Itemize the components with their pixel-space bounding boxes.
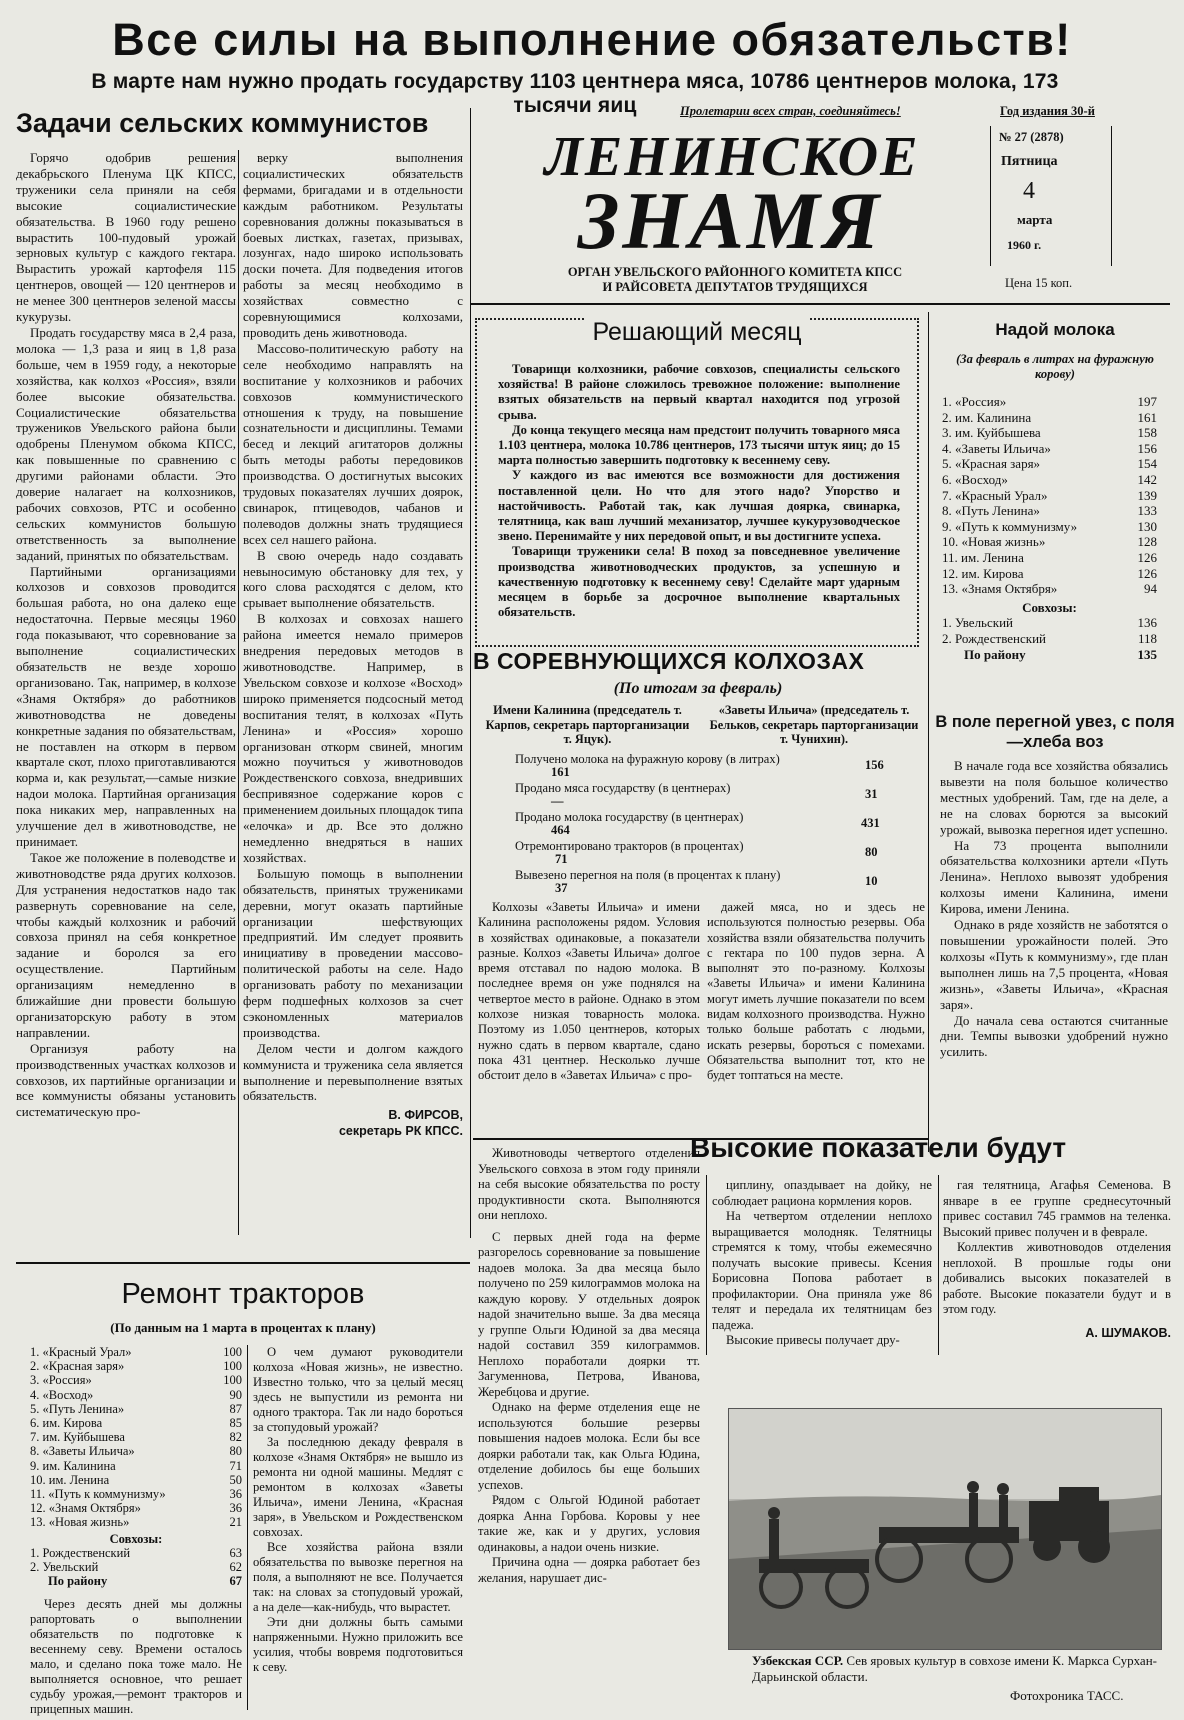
milk-row	[942, 394, 1157, 410]
competing-row-label: Вывезено перегноя на поля (в процентах к плану)	[515, 868, 781, 882]
humus-paragraph: На 73 процента выполнили обязательства колхозники артели «Путь Ленина». Неплохо вывозят удобрения колхозы имени Калинина, имени Кирова, имени Ленина.	[940, 837, 1168, 917]
masthead-slogan: Пролетарии всех стран, соединяйтесь!	[680, 104, 901, 118]
column-divider	[928, 312, 929, 1152]
decisive-body	[498, 362, 900, 620]
tractors-total-value: 67	[229, 1574, 242, 1589]
competing-right-head: «Заветы Ильича» (председатель т. Бельков, секретарь парторганизации т. Чунихин).	[709, 703, 919, 746]
decisive-paragraph: Товарищи колхозники, рабочие совхозов, специалисты сельского хозяйства! В районе сложилось тревожное положение: выполнение взятых обязательств на первый квартал находится под угрозой срыва.	[498, 362, 900, 422]
competing-paragraph: дажей мяса, но и здесь не используются полностью резервы. Оба хозяйства взяли обязательства получить с гектара по 100 пудов зерна. А выполнят это по-разному. Колхозы «Заветы Ильича» и имени Калинина могут иметь лучшие показатели по всем видам колхозного производства. Нужно только больше работать с людьми, искать резервы, бороться с помехами. Обязательства выполнит тот, кто не будет топтаться на месте.	[707, 900, 925, 1083]
tractors-total-label: По району	[48, 1574, 108, 1589]
milk-table	[942, 394, 1157, 662]
humus-paragraph: В начале года все хозяйства обязались вывезти на поля большое количество местных удобрений. Там, где на деле, а не на словах борются за высокий урожай, вывозка перегноя идет успешно.	[940, 758, 1168, 837]
competing-right-value: 80	[865, 845, 878, 859]
milk-row	[942, 456, 1157, 472]
milk-row	[942, 441, 1157, 457]
milk-farm: 4. «Заветы Ильича»	[942, 440, 1051, 456]
decisive-title-text: Решающий месяц	[584, 318, 809, 346]
column-divider	[470, 108, 471, 1238]
milk-value: 126	[1137, 565, 1157, 581]
tractors-paragraph: О чем думают руководители колхоза «Новая жизнь», не известно. Известно только, что за целый месяц здесь не выпустили из ремонта ни одного трактора. Так ли надо бороться за стопудовый урожай?	[253, 1345, 463, 1434]
high-paragraph: Причина одна — доярка работает без желания, нарушает дис-	[478, 1555, 700, 1585]
tractors-row	[30, 1373, 242, 1387]
tasks-col2	[243, 150, 463, 1140]
tasks-paragraph: Делом чести и долгом каждого коммуниста и труженика села является выполнение и перевыполнение взятых обязательств.	[243, 1040, 463, 1104]
tractors-sovkhoz-header: Совхозы:	[109, 1531, 163, 1546]
high-paragraph: Животноводы четвертого отделения Увельского совхоза в этом году приняли на себя высокие обязательства по росту продуктивности скота. Выполняются они неплохо.	[478, 1146, 700, 1222]
tasks-signature-role: секретарь РК КПСС.	[338, 1124, 463, 1139]
tractors-value: 82	[229, 1430, 242, 1445]
section-rule	[16, 1262, 470, 1264]
tractors-value: 62	[229, 1560, 242, 1575]
tractors-farm: 7. им. Куйбышева	[30, 1430, 125, 1445]
high-col2	[712, 1178, 932, 1349]
tasks-paragraph: Партийными организациями колхозов и совхозов проводится большая работа, но она далеко еще недостаточна. Первые месяцы 1960 года показывают, что соревнование за выполнение социалистических обязательств не везде хорошо организовано. Так, например, в колхозе «Знамя Октября» до работников животноводства не доведены конкретные задания по обязательствам, не поставлен на откорм в первом квартале скот, плохо приготавливаются корма и, как результат,—самые низкие надои молока. Партийная организация пока никаких мер, направленных на улучшение дел в животноводстве, не принимает.	[16, 563, 236, 849]
tractors-farm: 5. «Путь Ленина»	[30, 1401, 125, 1416]
masthead-organ2: И РАЙСОВЕТА ДЕПУТАТОВ ТРУДЯЩИХСЯ	[602, 280, 868, 294]
tasks-paragraph: верку выполнения социалистических обязательств фермами, бригадами и в отдельности каждым работником. Результаты соревнования должны показываться в боевых листках, газетах, призывах, лозунгах, надо широко использовать доски почета. Для подведения итогов работы за месяц необходимо в хозяйствах совместно с соревнующимися колхозами, проводить день животновода.	[243, 150, 463, 340]
competing-paragraph: Колхозы «Заветы Ильича» и имени Калинина расположены рядом. Условия в хозяйствах одинаковые, а показатели разные. Колхоз «Заветы Ильича» долгое время отставал по надою молока. В последнее время он уже поднялся на четвертое место в районе. Однако в этом колхозе низкая товарность молока. Поэтому из 1.050 центнеров, которых нужно сдать в первом квартале, сдано пока 431 центнер. Несколько лучше обстоит дело в «Заветах Ильича» с про-	[478, 900, 700, 1083]
high-title: Высокие показатели будут	[690, 1132, 1067, 1163]
milk-row	[942, 503, 1157, 519]
tractors-paragraph: Эти дни должны быть самыми напряженными. Нужно приложить все усилия, чтобы вовремя подготовиться к севу.	[253, 1615, 463, 1674]
tractors-farm: 4. «Восход»	[30, 1387, 94, 1402]
competing-title: В СОРЕВНУЮЩИХСЯ КОЛХОЗАХ	[473, 648, 865, 674]
masthead-date-box	[990, 126, 1112, 266]
tasks-paragraph: Массово-политическую работу на селе необходимо направлять на воспитание у колхозников и рабочих совхозов коммунистического отношения к труду, на повышение сознательности и дисциплины. Темами бесед и лекций агитаторов должны быть методы работы передовиков производства. О достигнутых высоких трудовых показателях лучших доярок, свинарок, птицеводов, чабанов и полеводов должны знать трудящиеся всех сел нашего района.	[243, 340, 463, 547]
milk-value: 154	[1137, 456, 1157, 472]
milk-value: 133	[1137, 503, 1157, 519]
competing-left-value: 161	[551, 765, 570, 779]
high-paragraph: Рядом с Ольгой Юдиной работает доярка Анна Горбова. Коровы у нее такие же, как и у других, условия одинаковы, а надои очень низкие.	[478, 1493, 700, 1554]
competing-row-label: Продано мяса государству (в центнерах)	[515, 781, 731, 795]
tractors-row	[30, 1459, 242, 1473]
high-signature: А. ШУМАКОВ.	[1085, 1325, 1171, 1340]
tasks-paragraph: Такое же положение в полеводстве и животноводстве ряда других колхозов. Для устранения недостатков надо так развернуть соревнование на селе, чтобы каждый колхозник и рабочий совхоза принял на себя конкретное задание и боролся за его осуществление. Партийным организациям немедленно в ближайшие дни провести большую организаторскую работу в этом направлении.	[16, 849, 236, 1040]
milk-value: 126	[1137, 549, 1157, 565]
masthead-title-line2: ЗНАМЯ	[577, 175, 883, 266]
tractors-subtitle: (По данным на 1 марта в процентах к плану)	[110, 1320, 376, 1335]
tractors-value: 85	[229, 1416, 242, 1431]
tractors-paragraph: Все хозяйства района взяли обязательства по вывозке перегноя на поля, а выполняют не все. Получается так: на словах за стопудовый урожай, а на деле—как-нибудь, что вырастет.	[253, 1540, 463, 1614]
competing-col2	[707, 900, 925, 1084]
humus-paragraph: Однако в ряде хозяйств не заботятся о повышении урожайности полей. Это колхозы «Путь к коммунизму», где план выполнен лишь на 7,5 процента, «Новая жизнь», «Заветы Ильича», «Красная заря».	[940, 917, 1168, 1012]
banner-subheadline: В марте нам нужно продать государству 1103 центнера мяса, 10786 центнеров молока, 173 тысячи яиц	[91, 70, 1059, 117]
competing-col1	[478, 900, 700, 1084]
milk-row	[942, 425, 1157, 441]
tractors-row	[30, 1546, 242, 1560]
photo-caption	[752, 1653, 1172, 1685]
milk-row	[942, 410, 1157, 426]
high-paragraph: гая телятница, Агафья Семенова. В январе в ее группе среднесуточный привес составил 745 граммов на теленка. Высокий привес получен и в феврале.	[943, 1178, 1171, 1239]
tractors-row	[30, 1402, 242, 1416]
milk-farm: 8. «Путь Ленина»	[942, 503, 1040, 519]
milk-farm: 12. им. Кирова	[942, 565, 1024, 581]
milk-farm: 9. «Путь к коммунизму»	[942, 518, 1078, 534]
tractors-row	[30, 1345, 242, 1359]
competing-right-value: 10	[865, 874, 878, 888]
competing-right-value: 156	[865, 758, 884, 772]
masthead-organ: ОРГАН УВЕЛЬСКОГО РАЙОННОГО КОМИТЕТА КПСС	[567, 265, 903, 279]
masthead-date-year: 1960 г.	[1007, 238, 1042, 252]
milk-row	[942, 566, 1157, 582]
milk-row	[942, 472, 1157, 488]
high-paragraph: циплину, опаздывает на дойку, не соблюдает рациона кормления коров.	[712, 1178, 932, 1208]
column-divider	[247, 1345, 248, 1710]
competing-subtitle: (По итогам за февраль)	[613, 680, 783, 697]
competing-left-value: 464	[551, 823, 570, 837]
tractors-value: 100	[223, 1345, 242, 1359]
competing-row	[515, 781, 905, 810]
tractors-farm: 13. «Новая жизнь»	[30, 1515, 130, 1530]
tractors-total-row	[30, 1574, 242, 1588]
competing-left-value: 37	[555, 881, 568, 895]
high-paragraph: С первых дней года на ферме разгорелось соревнование за повышение надоев молока. За два месяца было получено по 259 килограммов молока на каждую корову. У отдельных доярок надой значительно выше. За два месяца у группе Ольги Юдиной за два месяца надой составил 359 килограммов. Неплохо поработали доярки тт. Загуменнова, Петрова, Иванова, Жеребцова и другие.	[478, 1229, 700, 1399]
tractors-paragraph: Через десять дней мы должны рапортовать о выполнении обязательств по подготовке к весеннему севу. Времени осталось мало, и сделано пока тоже мало. Не выполняется основное, что решает судьбу урожая,—ремонт тракторов и прицепных машин.	[30, 1597, 242, 1716]
tractors-farm: 3. «Россия»	[30, 1373, 92, 1388]
milk-value: 161	[1137, 409, 1157, 425]
milk-sovkhoz-header: Совхозы:	[1022, 599, 1077, 615]
tractors-row	[30, 1359, 242, 1373]
competing-row	[515, 839, 905, 868]
milk-farm: 1. «Россия»	[942, 394, 1007, 409]
milk-value: 118	[1137, 630, 1157, 646]
column-divider	[938, 1175, 939, 1355]
tractors-row	[30, 1416, 242, 1430]
tractors-table	[30, 1345, 242, 1588]
tasks-col1	[16, 150, 236, 1120]
tasks-paragraph: Организуя работу на производственных участках колхозов и совхозов, их партийные организации и все коммунисты обязаны установить систематическую про-	[16, 1040, 236, 1120]
milk-value: 156	[1137, 440, 1157, 456]
tractors-value: 100	[223, 1359, 242, 1374]
tractors-farm: 6. им. Кирова	[30, 1416, 103, 1431]
milk-row	[942, 519, 1157, 535]
tractors-farm: 2. Увельский	[30, 1560, 99, 1575]
tractors-value: 63	[229, 1545, 242, 1560]
competing-left-value: —	[551, 794, 564, 808]
high-paragraph: На четвертом отделении неплохо выращивается молодняк. Телятницы стремятся к тому, чтобы ежемесячно получать высокие привесы. Ксения Борисовна Попова работает в профилактории. Она приняла уже 86 телят и передала их телятницам без падежа.	[712, 1209, 932, 1332]
column-divider	[238, 150, 239, 1235]
tractors-farm: 8. «Заветы Ильича»	[30, 1444, 135, 1459]
milk-farm: 3. им. Куйбышева	[942, 425, 1041, 441]
decisive-paragraph: Товарищи труженики села! В поход за повседневное увеличение производства животноводческих продуктов, за успешную и качественную подготовку к весеннему севу! Сделайте март ударным месяцем в борьбе за досрочное выполнение квартальных обязательств.	[498, 544, 900, 620]
tractors-bottom	[30, 1597, 242, 1717]
tasks-paragraph: В колхозах и совхозах нашего района имеется немало примеров внедрения передовых методов в животноводстве. Например, в Увельском совхозе и колхозе «Восход» широко применяется подсосный метод воспитания телят, в колхозах «Путь Ленина» и «Россия» хорошо организован откорм свиней, многим можно поучиться у животноводов Рождественского совхоза, внедривших беспривязное содержание коров с применением доильных площадок типа «елочка» и др. Все это должно немедленно внедряться в наших хозяйствах.	[243, 611, 463, 865]
masthead-weekday: Пятница	[1001, 154, 1058, 169]
tractors-row	[30, 1501, 242, 1515]
tractors-farm: 12. «Знамя Октября»	[30, 1501, 141, 1516]
humus-title: В поле перегной увез, с поля—хлеба воз	[935, 713, 1175, 751]
milk-row	[942, 581, 1157, 597]
tasks-signature: В. ФИРСОВ,	[388, 1108, 463, 1123]
milk-total-label: По району	[964, 646, 1026, 662]
tractors-value: 21	[229, 1515, 242, 1530]
tractors-farm: 11. «Путь к коммунизму»	[30, 1487, 166, 1502]
milk-title: Надой молока	[995, 320, 1115, 339]
decisive-title	[475, 318, 919, 347]
competing-left-head: Имени Калинина (председатель т. Карпов, секретарь парторганизации т. Яцук).	[485, 703, 690, 746]
photo-field-sowing	[728, 1408, 1162, 1650]
tractors-value: 100	[223, 1373, 242, 1388]
tasks-paragraph: Продать государству мяса в 2,4 раза, молока — 1,3 раза и яиц в 1,8 раза больше, чем в 1959 году, а некоторые хозяйства, как колхоз «Россия», взяли более высокие обязательства. Социалистические обязательства тружеников Увельского района были одобрены Пленумом обкома КПСС, как повышенные по сравнению с другими районами области. Это доверие налагает на колхозников, рабочих совхозов, РТС и особенно сельских коммунистов большую ответственность за выполнение заданий, принятых по обязательствам.	[16, 324, 236, 563]
high-col1	[478, 1146, 700, 1586]
masthead-price: Цена 15 коп.	[1005, 276, 1073, 290]
milk-value: 142	[1137, 471, 1157, 487]
banner-headline: Все силы на выполнение обязательств!	[112, 14, 1072, 65]
tractors-row	[30, 1388, 242, 1402]
competing-row	[515, 868, 905, 897]
milk-row	[942, 550, 1157, 566]
masthead-month: марта	[1017, 212, 1053, 227]
tractors-row	[30, 1515, 242, 1529]
tasks-title: Задачи сельских коммунистов	[16, 108, 429, 138]
milk-farm: 11. им. Ленина	[942, 549, 1024, 565]
milk-row	[942, 631, 1157, 647]
competing-left-value: 71	[555, 852, 568, 866]
milk-farm: 10. «Новая жизнь»	[942, 534, 1046, 550]
competing-table	[515, 752, 905, 897]
tractors-row	[30, 1473, 242, 1487]
tractors-farm: 2. «Красная заря»	[30, 1359, 125, 1374]
milk-farm: 5. «Красная заря»	[942, 456, 1041, 472]
photo-caption-bold: Узбекская ССР.	[752, 1653, 844, 1668]
tractors-value: 36	[229, 1487, 242, 1502]
milk-row	[942, 615, 1157, 631]
competing-right-value: 31	[865, 787, 878, 801]
milk-value: 128	[1137, 534, 1157, 550]
tractors-col2	[253, 1345, 463, 1675]
tractors-paragraph: За последнюю декаду февраля в колхозе «Знамя Октября» не вышло из ремонта ни одной машины. Медлят с ремонтом в колхозах «Заветы Ильича», имени Ленина, «Красная заря», в Увельском и Рождественском совхозах.	[253, 1435, 463, 1539]
milk-farm: 13. «Знамя Октября»	[942, 581, 1058, 597]
tractors-row	[30, 1430, 242, 1444]
milk-total-row	[942, 647, 1157, 663]
high-paragraph: Высокие привесы получает дру-	[726, 1333, 900, 1347]
competing-right-value: 431	[861, 816, 880, 830]
milk-farm: 2. Рождественский	[942, 630, 1047, 646]
tractors-farm: 1. Рождественский	[30, 1545, 131, 1560]
photo-caption-text: Сев яровых культур в совхозе имени К. Маркса Сурхан-Дарьинской области.	[752, 1653, 1157, 1684]
milk-row	[942, 534, 1157, 550]
masthead-rule	[470, 303, 1170, 305]
high-paragraph: Коллектив животноводов отделения неплохой. В прошлые годы они добивались высоких показателей в работе. Высокие показатели будут и в этом году.	[943, 1240, 1171, 1316]
masthead-issue: № 27 (2878)	[999, 130, 1064, 144]
tractors-farm: 1. «Красный Урал»	[30, 1345, 132, 1359]
tractors-value: 50	[229, 1472, 242, 1487]
photo-credit: Фотохроника ТАСС.	[1010, 1688, 1124, 1703]
tractors-value: 36	[229, 1501, 242, 1516]
milk-total-value: 135	[1137, 646, 1157, 662]
tasks-paragraph: Большую помощь в выполнении обязательств, принятых тружениками деревни, могут оказать партийные организации шефствующих предприятий. Им следует проявить инициативу в проведении массово-политической работы на селе. Надо организовать работу по механизации ферм подшефных колхозов за счет сэкономленных материалов производства.	[243, 865, 463, 1040]
tractors-value: 87	[229, 1401, 242, 1416]
tractors-farm: 10. им. Ленина	[30, 1472, 110, 1487]
milk-farm: 7. «Красный Урал»	[942, 487, 1048, 503]
tractors-farm: 9. им. Калинина	[30, 1458, 116, 1473]
column-divider	[706, 1175, 707, 1355]
tractors-row	[30, 1560, 242, 1574]
competing-row	[515, 810, 905, 839]
milk-value: 139	[1137, 487, 1157, 503]
milk-subtitle: (За февраль в литрах на фуражную корову)	[956, 352, 1154, 381]
milk-row	[942, 488, 1157, 504]
masthead-day: 4	[1023, 178, 1035, 204]
tractors-value: 80	[229, 1444, 242, 1459]
milk-value: 136	[1137, 615, 1157, 631]
tractors-title: Ремонт тракторов	[121, 1278, 365, 1310]
tasks-paragraph: В свою очередь надо создавать невыносимую обстановку для тех, у кого слова расходятся с делом, кто срывает выполнение обязательств.	[243, 547, 463, 611]
high-paragraph: Однако на ферме отделения еще не используются большие резервы повышения надоев молока. Если бы все доярки работали так, как Ольга Юдина, отделение добилось бы еще больших успехов.	[478, 1400, 700, 1492]
photo-illustration	[729, 1409, 1161, 1649]
high-col3	[943, 1178, 1171, 1341]
tractors-row	[30, 1487, 242, 1501]
milk-farm: 6. «Восход»	[942, 471, 1008, 487]
competing-row-label: Продано молока государству (в центнерах)	[515, 810, 744, 824]
competing-row	[515, 752, 905, 781]
milk-farm: 1. Увельский	[942, 615, 1013, 631]
masthead-year: Год издания 30-й	[1000, 104, 1095, 118]
tractors-value: 71	[229, 1458, 242, 1473]
competing-row-label: Отремонтировано тракторов (в процентах)	[515, 839, 744, 853]
decisive-paragraph: У каждого из вас имеются все возможности для достижения поставленной цели. Но что для этого надо? Упорство и настойчивость. Работай так, как лучшая доярка, свинарка, телятница, как ваш лучший механизатор, лучшее кукурузоводческое звено. Перенимайте у них передовой опыт, и вы достигните успеха.	[498, 468, 900, 544]
milk-value: 158	[1137, 425, 1157, 441]
milk-value: 197	[1137, 394, 1157, 409]
milk-value: 94	[1144, 581, 1157, 597]
humus-body	[940, 758, 1168, 1060]
competing-row-label: Получено молока на фуражную корову (в литрах)	[515, 752, 780, 766]
milk-value: 130	[1137, 518, 1157, 534]
tractors-value: 90	[229, 1387, 242, 1402]
humus-paragraph: До начала сева остаются считанные дни. Темпы вывозки удобрений нужно усилить.	[940, 1012, 1168, 1060]
milk-farm: 2. им. Калинина	[942, 409, 1032, 425]
tractors-row	[30, 1444, 242, 1458]
masthead-title-line1: ЛЕНИНСКОЕ	[544, 126, 920, 188]
tasks-paragraph: Горячо одобрив решения декабрьского Пленума ЦК КПСС, труженики села приняли на себя высокие социалистические обязательства. В 1960 году решено вырастить 100-пудовый урожай зерновых культур с каждого гектара. Вырастить урожай картофеля 115 центнеров, овощей — 120 центнеров и не менее 300 центнеров зеленой массы кукурузы.	[16, 150, 236, 325]
decisive-paragraph: До конца текущего месяца нам предстоит получить товарного мяса 1.103 центнера, молока 10.786 центнеров, 173 тысячи штук яиц; до 15 марта полностью завершить подготовку к весеннему севу.	[498, 422, 900, 468]
